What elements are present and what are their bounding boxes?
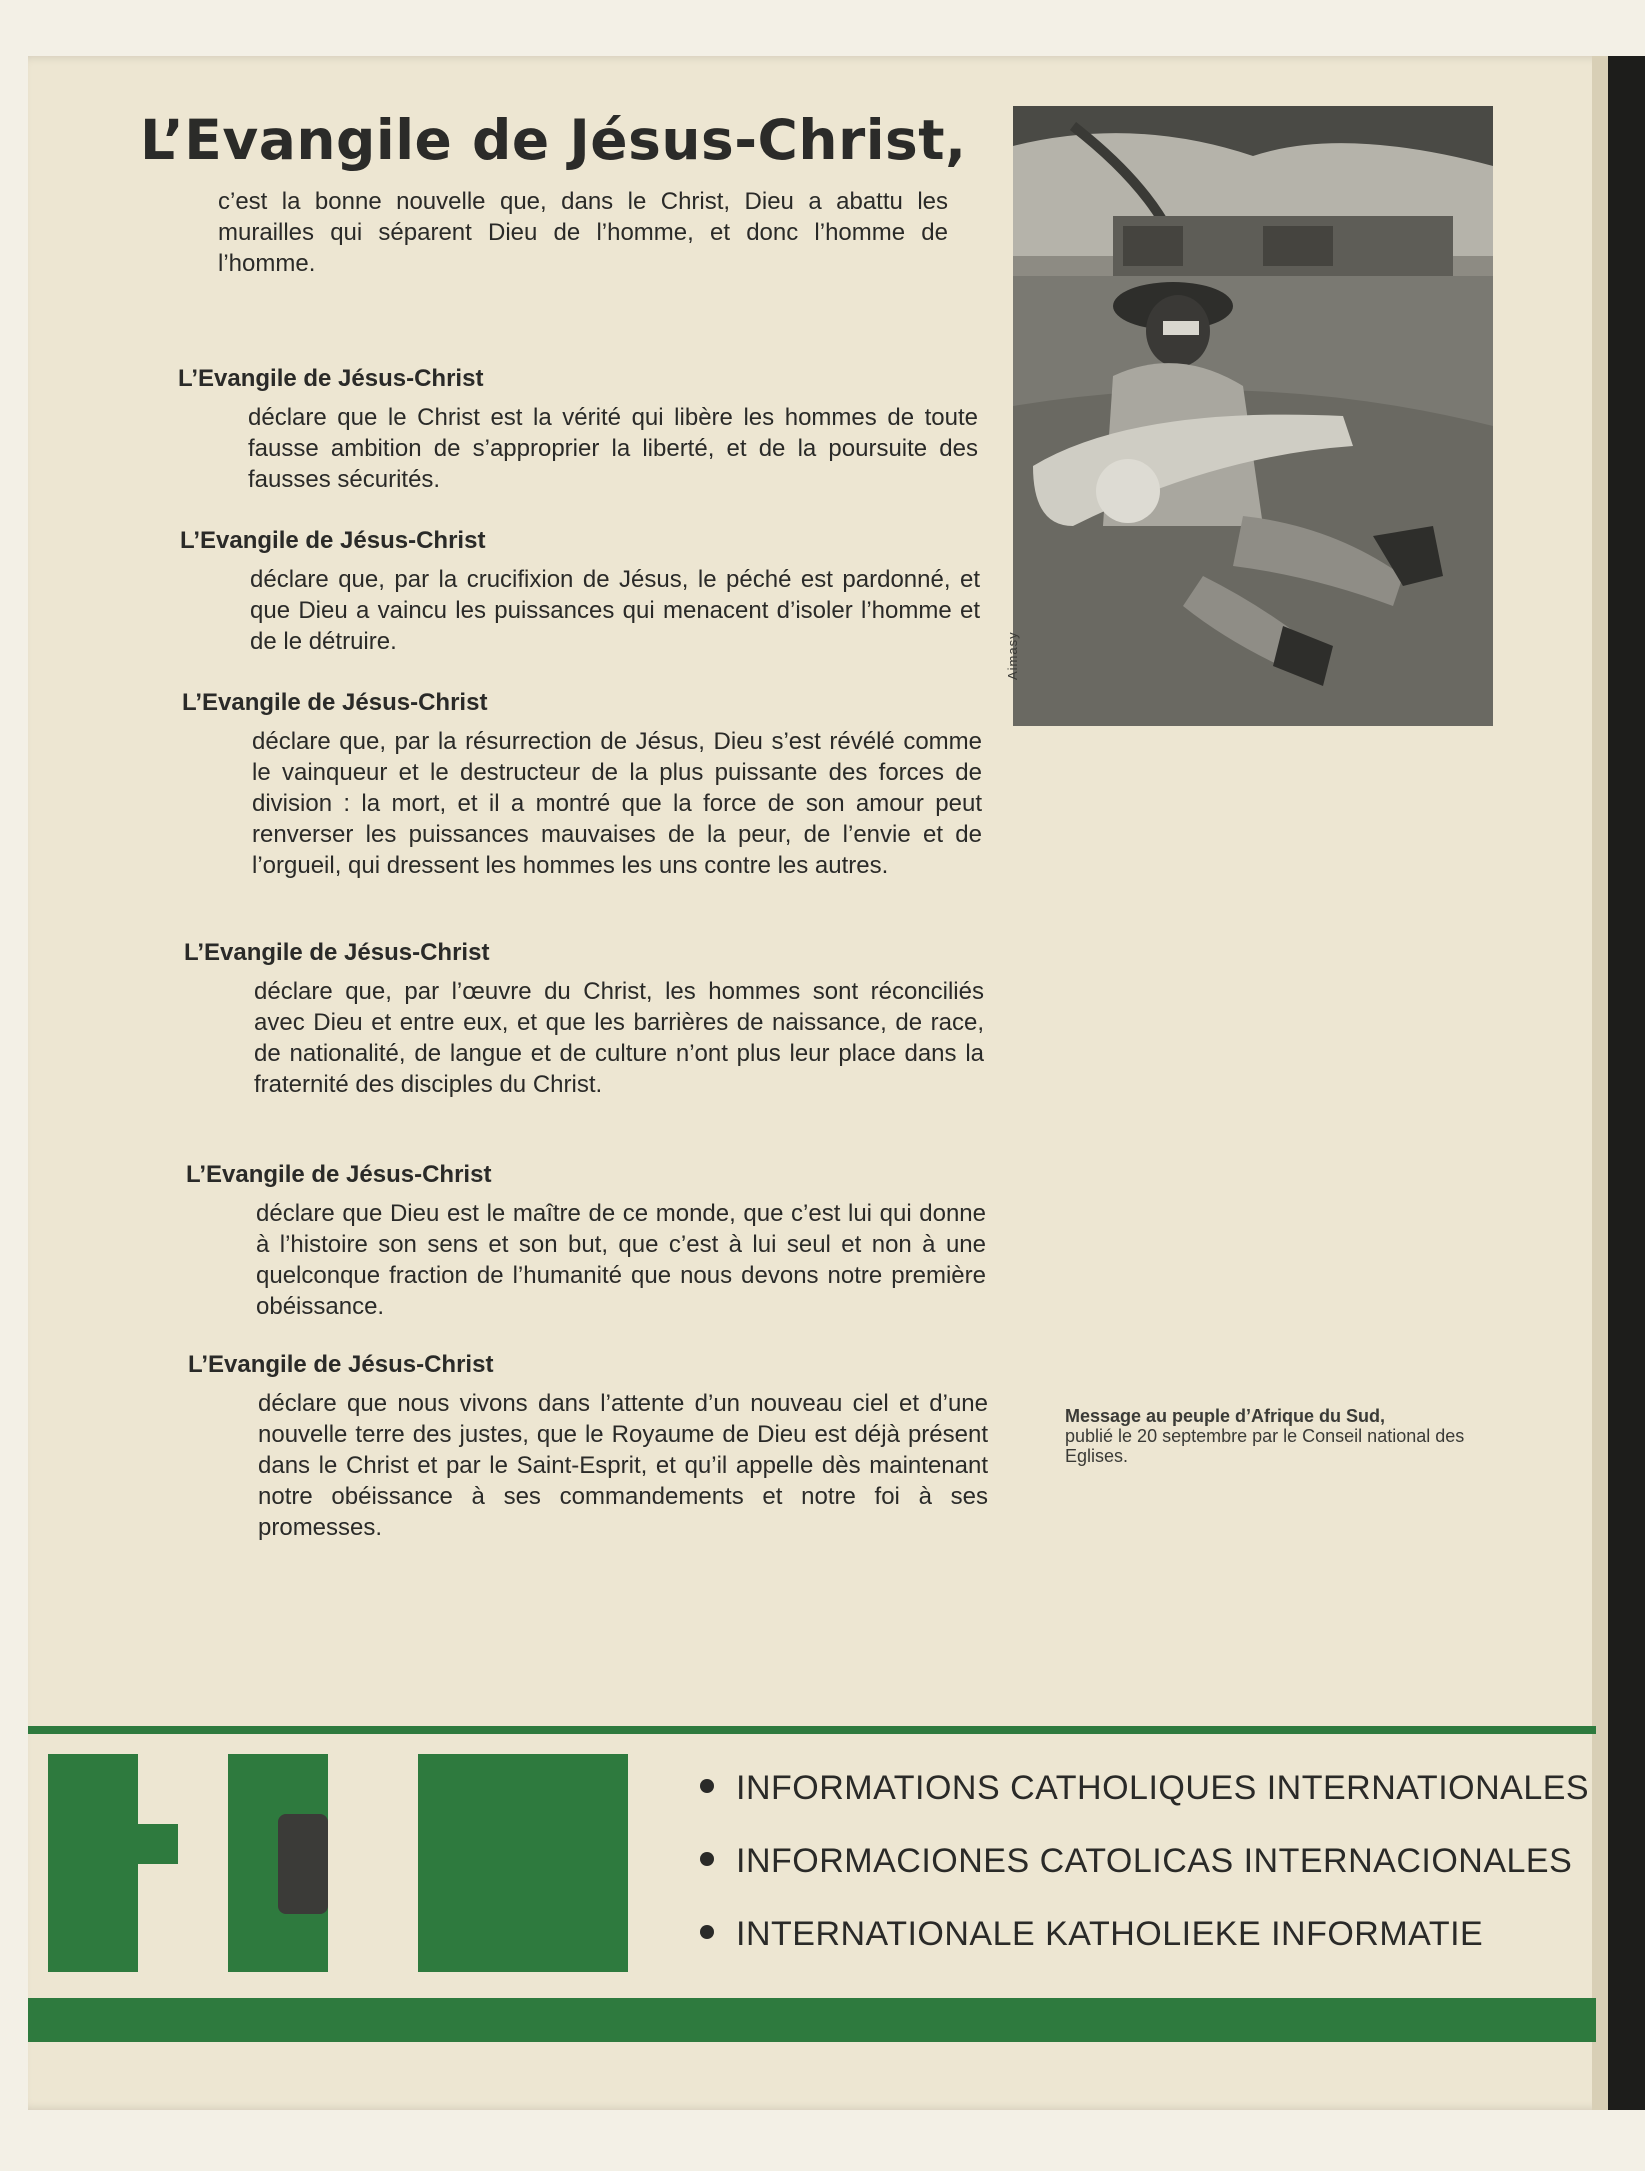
declaration-section xyxy=(180,526,980,657)
section-text: déclare que Dieu est le maître de ce monde, que c’est lui qui donne à l’histoire son sens et son but, que c’est à lui seul et non à une quelconque fraction de l’humanité que nous devons notre première obéissance. xyxy=(256,1200,986,1320)
intro-paragraph: c’est la bonne nouvelle que, dans le Christ, Dieu a abattu les murailles qui séparent Dieu de l’homme, et donc l’homme de l’homme. xyxy=(218,188,948,277)
publication-item xyxy=(700,1843,1589,1879)
scan-background-left xyxy=(0,0,28,2171)
declaration-section xyxy=(184,938,984,1100)
section-heading: L’Evangile de Jésus-Christ xyxy=(180,527,486,554)
photo-guitar-player xyxy=(1013,106,1493,726)
section-heading: L’Evangile de Jésus-Christ xyxy=(182,689,488,716)
publication-name: INTERNATIONALE KATHOLIEKE INFORMATIE xyxy=(736,1915,1484,1953)
publication-name: INFORMACIONES CATOLICAS INTERNACIONALES xyxy=(736,1842,1573,1880)
section-text: déclare que, par la résurrection de Jésus, Dieu s’est révélé comme le vainqueur et le destructeur de la plus puissante des forces de division : la mort, et il a montré que la force de son amour peut renverser les puissances mauvaises de la peur, de l’envie et de l’orgueil, qui dressent les hommes les uns contre les autres. xyxy=(252,728,982,879)
bullet-icon xyxy=(700,1925,714,1939)
page-title: L’Evangile de Jésus-Christ, xyxy=(140,108,967,172)
section-text: déclare que, par la crucifixion de Jésus, le péché est pardonné, et que Dieu a vaincu les puissances qui menacent d’isoler l’homme et de le détruire. xyxy=(250,566,980,655)
footer-band-top xyxy=(28,1726,1596,1734)
bullet-icon xyxy=(700,1779,714,1793)
publication-item xyxy=(700,1770,1589,1806)
publication-item xyxy=(700,1916,1589,1952)
section-text: déclare que nous vivons dans l’attente d’un nouveau ciel et d’une nouvelle terre des justes, que le Royaume de Dieu est déjà présent dans le Christ et par le Saint-Esprit, et qu’il appelle dès maintenant notre obéissance à ses commandements et notre foi à ses promesses. xyxy=(258,1390,988,1541)
caption-title: Message au peuple d’Afrique du Sud, xyxy=(1065,1406,1386,1426)
section-heading: L’Evangile de Jésus-Christ xyxy=(178,365,484,392)
declaration-section xyxy=(178,364,978,495)
photo-caption xyxy=(1065,1406,1480,1466)
bullet-icon xyxy=(700,1852,714,1866)
section-heading: L’Evangile de Jésus-Christ xyxy=(186,1161,492,1188)
section-text: déclare que le Christ est la vérité qui libère les hommes de toute fausse ambition de s’approprier la liberté, et de la poursuite des fausses sécurités. xyxy=(248,404,978,493)
footer-band-bottom xyxy=(28,1998,1596,2042)
caption-text: publié le 20 septembre par le Conseil national des Eglises. xyxy=(1065,1426,1465,1466)
publication-name: INFORMATIONS CATHOLIQUES INTERNATIONALES xyxy=(736,1769,1590,1807)
photo-illustration xyxy=(1013,106,1493,726)
ich-logo xyxy=(48,1754,678,1972)
photo-credit: Aimasy xyxy=(1005,631,1020,680)
section-heading: L’Evangile de Jésus-Christ xyxy=(188,1351,494,1378)
declaration-section xyxy=(182,688,982,881)
declaration-section xyxy=(186,1160,986,1322)
section-heading: L’Evangile de Jésus-Christ xyxy=(184,939,490,966)
page-edge xyxy=(1592,56,1608,2110)
declaration-section xyxy=(188,1350,988,1543)
section-text: déclare que, par l’œuvre du Christ, les hommes sont réconciliés avec Dieu et entre eux, et que les barrières de naissance, de race, de nationalité, de langue et de culture n’ont plus leur place dans la fraternité des disciples du Christ. xyxy=(254,978,984,1098)
scan-background-bottom xyxy=(0,2110,1645,2171)
publication-list xyxy=(700,1770,1589,1989)
scan-background-top xyxy=(0,0,1645,56)
